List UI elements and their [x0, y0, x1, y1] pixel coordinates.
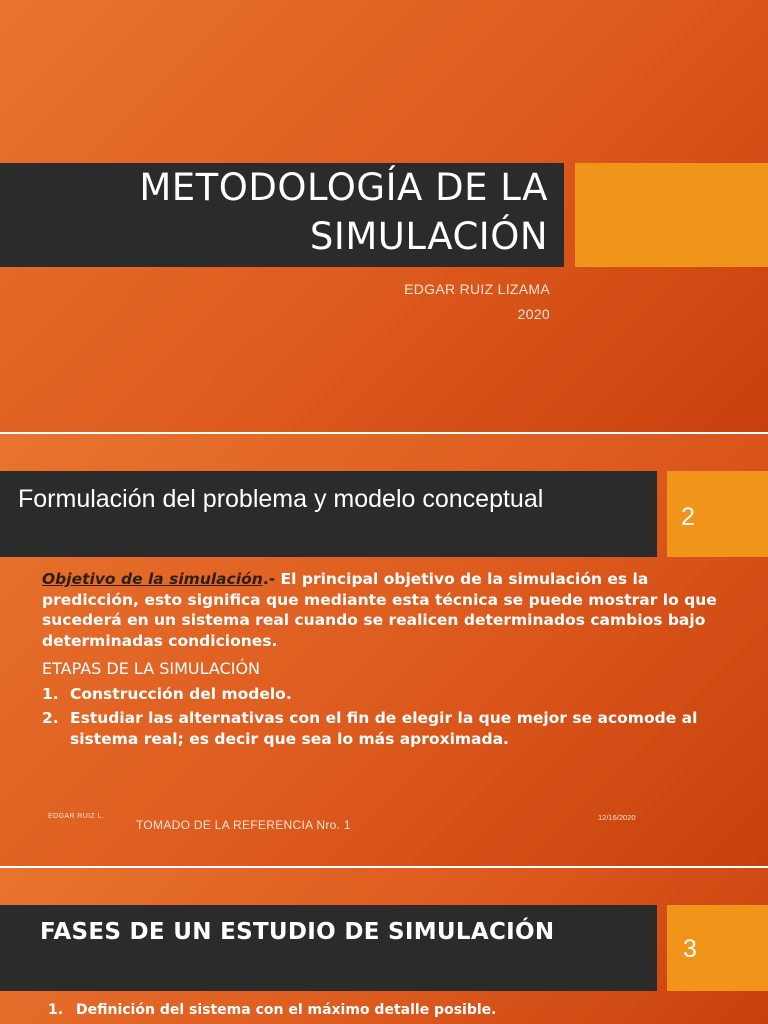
slide-number-box [667, 471, 768, 557]
list-item-number: 1. [48, 1002, 64, 1018]
slide-number-box [667, 905, 768, 991]
footer-author: EDGAR RUIZ L. [48, 813, 105, 820]
slide-number: 2 [681, 503, 695, 531]
slide-title: Formulación del problema y modelo conceptual [18, 485, 544, 513]
slide-body [48, 1001, 738, 1019]
title-bar [0, 163, 564, 267]
objective-paragraph [42, 569, 732, 651]
slide-number: 3 [683, 935, 697, 963]
accent-block [575, 163, 768, 267]
steps-list [42, 684, 732, 750]
title-bar [0, 905, 657, 991]
list-item [48, 1001, 738, 1019]
section-heading: ETAPAS DE LA SIMULACIÓN [42, 659, 261, 678]
objective-text: El principal objetivo de la simulación es la predicción, esto significa que mediante esta técnica se puede mostrar lo que sucederá en un sistema real cuando se realicen determinados cambios bajo determinadas condiciones. [42, 570, 717, 650]
title-line-2: SIMULACIÓN [309, 215, 548, 258]
objective-separator: .- [262, 570, 276, 588]
list-item-text: Definición del sistema con el máximo detalle posible. [76, 1002, 497, 1018]
slide-body [42, 569, 732, 753]
presentation-year: 2020 [517, 306, 550, 322]
list-item-number: 1. [42, 684, 59, 703]
list-item-text: Estudiar las alternativas con el fin de elegir la que mejor se acomode al sistema real; es decir que sea lo más aproximada. [70, 709, 698, 748]
list-item-text: Construcción del modelo. [70, 684, 292, 703]
list-item [42, 684, 732, 705]
title-line-1: METODOLOGÍA DE LA [139, 166, 548, 209]
author-name: EDGAR RUIZ LIZAMA [404, 281, 550, 297]
list-item [42, 708, 732, 749]
slide-1[interactable] [0, 0, 768, 432]
presentation-title [139, 163, 548, 261]
footer-reference: TOMADO DE LA REFERENCIA Nro. 1 [136, 818, 351, 832]
list-item-number: 2. [42, 709, 59, 727]
objective-label: Objetivo de la simulación [42, 570, 263, 588]
title-bar [0, 471, 657, 557]
slide-2[interactable] [0, 434, 768, 866]
footer-date: 12/16/2020 [598, 813, 636, 822]
slide-3[interactable] [0, 868, 768, 1024]
slide-title: FASES DE UN ESTUDIO DE SIMULACIÓN [40, 919, 555, 945]
